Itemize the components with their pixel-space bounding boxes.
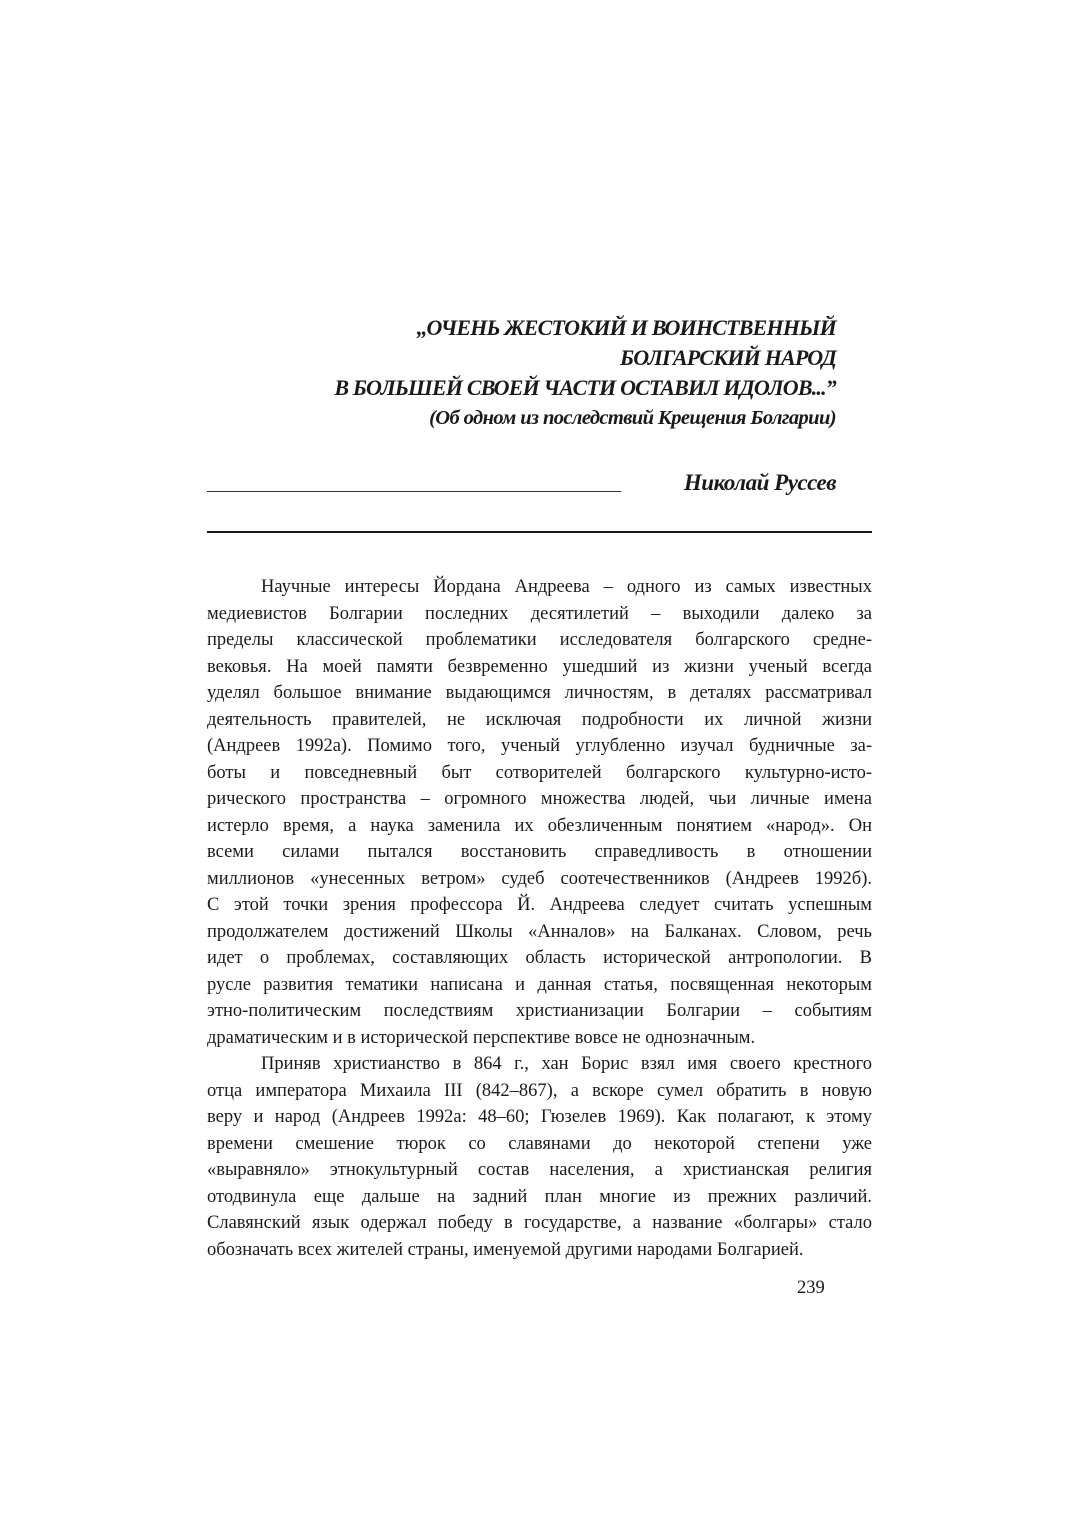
article-body xyxy=(207,574,872,1263)
text-line: медиевистов Болгарии последних десятилетий – выходили далеко за xyxy=(207,603,872,624)
article-subtitle: (Об одном из последствий Крещения Болгарии) xyxy=(429,407,836,429)
text-line: С этой точки зрения профессора Й. Андреева следует считать успешным xyxy=(207,895,872,915)
text-line: русле развития тематики написана и данная статья, посвященная некоторым xyxy=(207,974,872,995)
text-line: миллионов «унесенных ветром» судеб соотечественников (Андреев 1992б). xyxy=(207,868,872,889)
text-line: продолжателем достижений Школы «Анналов» на Балканах. Словом, речь xyxy=(207,921,872,942)
author-name: Николай Руссев xyxy=(683,470,836,495)
header-divider xyxy=(207,531,872,533)
page-number: 239 xyxy=(797,1278,825,1298)
text-line: этно-политическим последствиям христианизации Болгарии – событиям xyxy=(207,1001,872,1021)
title-line-3: В БОЛЬШЕЙ СВОЕЙ ЧАСТИ ОСТАВИЛ ИДОЛОВ...” xyxy=(334,375,836,400)
paragraph xyxy=(207,1051,872,1263)
text-line: уделял большое внимание выдающимся личностям, в деталях рассматривал xyxy=(207,683,872,703)
text-line: «выравняло» этнокультурный состав населения, а христианская религия xyxy=(207,1160,872,1180)
text-line: драматическим и в исторической перспективе вовсе не однозначным. xyxy=(207,1027,756,1048)
text-line: вековья. На моей памяти безвременно ушедший из жизни ученый всегда xyxy=(207,656,872,677)
text-line: обозначать всех жителей страны, именуемой другими народами Болгарией. xyxy=(207,1239,804,1260)
text-line: боты и повседневный быт сотворителей болгарского культурно-исто- xyxy=(207,762,872,783)
author-rule xyxy=(207,491,621,492)
text-line: всеми силами пытался восстановить справедливость в отношении xyxy=(207,842,872,862)
text-line: (Андреев 1992а). Помимо того, ученый углубленно изучал будничные за- xyxy=(207,736,872,756)
paragraph xyxy=(207,574,872,1051)
text-line: рического пространства – огромного множества людей, чьи личные имена xyxy=(207,789,872,809)
text-line: веру и народ (Андреев 1992а: 48–60; Гюзелев 1969). Как полагают, к этому xyxy=(207,1107,872,1127)
text-line: пределы классической проблематики исследователя болгарского средне- xyxy=(207,630,872,650)
title-line-1: ,,ОЧЕНЬ ЖЕСТОКИЙ И ВОИНСТВЕННЫЙ xyxy=(417,315,836,340)
text-line: идет о проблемах, составляющих область исторической антропологии. В xyxy=(207,948,872,968)
text-line: Славянский язык одержал победу в государстве, а название «болгары» стало xyxy=(207,1213,872,1233)
title-line-2: БОЛГАРСКИЙ НАРОД xyxy=(620,345,836,370)
text-line: Научные интересы Йордана Андреева – одного из самых известных xyxy=(261,577,872,597)
text-line: отца императора Михаила III (842–867), а вскоре сумел обратить в новую xyxy=(207,1080,872,1101)
article-title xyxy=(196,313,836,433)
text-line: истерло время, а наука заменила их обезличенным понятием «народ». Он xyxy=(207,815,872,836)
text-line: времени смешение тюрок со славянами до некоторой степени уже xyxy=(207,1133,872,1154)
text-line: деятельность правителей, не исключая подробности их личной жизни xyxy=(207,709,872,730)
text-line: отодвинула еще дальше на задний план многие из прежних различий. xyxy=(207,1186,872,1207)
text-line: Приняв христианство в 864 г., хан Борис взял имя своего крестного xyxy=(261,1054,872,1074)
